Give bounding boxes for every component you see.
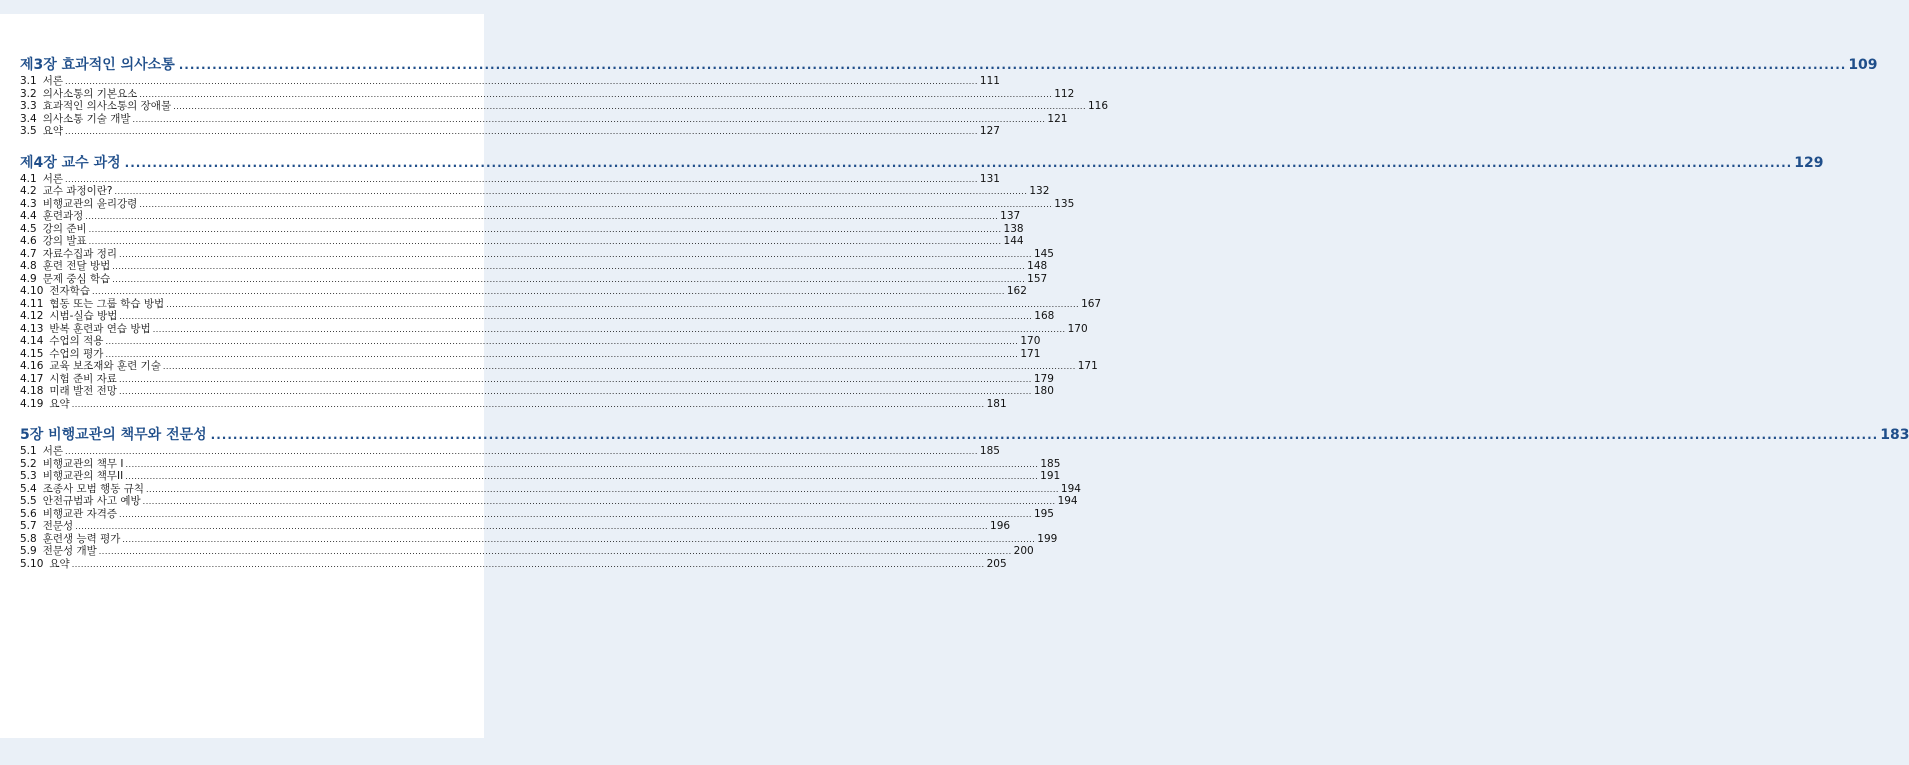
toc-entry[interactable] xyxy=(20,210,1021,223)
section-number: 5.5 xyxy=(20,495,37,507)
section-page-number: 138 xyxy=(1003,222,1024,235)
toc-entry[interactable] xyxy=(20,335,1041,348)
dot-leader: ............................................................................................................................................................................................................................................................................................................ xyxy=(146,484,1059,494)
dot-leader: ............................................................................................................................................................................................................................................................................................................ xyxy=(122,534,1036,544)
section-title: 효과적인 의사소통의 장애물 xyxy=(42,100,172,112)
dot-leader: ............................................................................................................................................................................................................................................................................................................ xyxy=(152,324,1066,334)
chapter-heading[interactable] xyxy=(20,426,1909,444)
section-page-number: 135 xyxy=(1054,197,1075,210)
section-page-number: 179 xyxy=(1033,372,1054,385)
section-number: 4.5 xyxy=(20,222,37,235)
dot-leader: ............................................................................................................................................................................................................................................................................................................ xyxy=(71,559,985,569)
section-page-number: 168 xyxy=(1034,310,1055,322)
chapter-section xyxy=(20,56,1878,138)
section-page-number: 162 xyxy=(1006,285,1027,297)
dot-leader: ............................................................................................................................................................................................................................................................................................................ xyxy=(88,224,1002,234)
section-page-number: 112 xyxy=(1054,87,1075,100)
section-title: 안전규범과 사고 예방 xyxy=(42,495,141,507)
toc-entry[interactable] xyxy=(20,197,1075,211)
section-title: 훈련과정 xyxy=(42,210,84,222)
chapter-page-number: 183 xyxy=(1880,427,1909,443)
section-number: 4.7 xyxy=(20,247,37,260)
section-title: 시험 준비 자료 xyxy=(49,372,117,385)
dot-leader: ............................................................................................................................................................................................................................................................................................................ xyxy=(65,447,978,456)
section-title: 수업의 적용 xyxy=(49,335,104,347)
section-title: 훈련생 능력 평가 xyxy=(42,532,121,545)
toc-entry[interactable] xyxy=(20,360,1098,373)
section-title: 서론 xyxy=(42,172,63,185)
dot-leader: ............................................................................................................................................................................................................................................................................................................ xyxy=(112,274,1026,284)
section-page-number: 137 xyxy=(1000,210,1021,222)
dot-leader: ............................................................................................................................................................................................................................................................................................................ xyxy=(112,262,1026,271)
dot-leader: ............................................................................................................................................................................................................................................................................................................ xyxy=(114,187,1028,196)
toc-entry[interactable] xyxy=(20,272,1048,286)
section-page-number: 180 xyxy=(1033,385,1054,397)
dot-leader: ............................................................................................................................................................................................................................................................................................................ xyxy=(91,287,1005,296)
section-number: 4.10 xyxy=(20,285,44,297)
section-number: 5.2 xyxy=(20,457,37,470)
chapter-title: 제4장 교수 과정 xyxy=(20,154,121,171)
dot-leader: ............................................................................................................................................................................................................................................................................................................ xyxy=(118,387,1032,396)
toc-entry[interactable] xyxy=(20,482,1081,496)
toc-entry[interactable] xyxy=(20,185,1050,198)
section-page-number: 200 xyxy=(1013,545,1034,557)
dot-leader: ............................................................................................................................................................................................................................................................................................................ xyxy=(119,249,1032,259)
toc-entry[interactable] xyxy=(20,347,1041,361)
section-number: 4.3 xyxy=(20,197,37,210)
section-page-number: 195 xyxy=(1033,507,1054,520)
dot-leader: ............................................................................................................................................................................................................................................................................................................ xyxy=(119,312,1033,321)
section-title: 시범-실습 방법 xyxy=(49,310,118,322)
dot-leader: ............................................................................................................................................................................................................................................................................................................ xyxy=(85,212,999,221)
toc-entry[interactable] xyxy=(20,172,1000,186)
dot-leader: ............................................................................................................................................................................................................................................................................................................ xyxy=(162,362,1076,371)
toc-entry[interactable] xyxy=(20,285,1027,298)
section-title: 훈련 전달 방법 xyxy=(42,260,111,272)
section-title: 요약 xyxy=(49,397,70,410)
dot-leader: ............................................................................................................................................................................................................................................................................................................ xyxy=(65,77,978,86)
section-number: 4.9 xyxy=(20,272,37,285)
chapter-section xyxy=(20,154,1824,411)
chapter-heading[interactable] xyxy=(20,154,1824,172)
toc-entry[interactable] xyxy=(20,247,1054,261)
section-title: 비행교관의 책무 I xyxy=(42,457,124,470)
section-title: 강의 발표 xyxy=(42,235,87,247)
section-number: 5.3 xyxy=(20,470,37,482)
dot-leader: ............................................................................................................................................................................................................................................................................................................ xyxy=(65,127,978,136)
section-title: 서론 xyxy=(42,75,63,87)
section-number: 4.16 xyxy=(20,360,44,372)
section-title: 서론 xyxy=(42,445,63,457)
dot-leader: ............................................................................................................................................................................................................................................................................................................ xyxy=(142,497,1056,506)
toc-entry[interactable] xyxy=(20,495,1078,508)
section-page-number: 185 xyxy=(1040,457,1061,470)
dot-leader: ............................................................................................................................................................................................................................................................................................................ xyxy=(71,399,985,409)
section-number: 4.12 xyxy=(20,310,44,322)
dot-leader: ............................................................................................................................................................................................................................................................................................................ xyxy=(119,509,1032,519)
section-page-number: 205 xyxy=(986,557,1007,570)
dot-leader: ............................................................................................................................................................................................................................................................................................................ xyxy=(139,199,1053,209)
toc-entry[interactable] xyxy=(20,322,1088,336)
section-title: 의사소통의 기본요소 xyxy=(42,87,138,100)
section-number: 4.15 xyxy=(20,347,44,360)
chapter-heading[interactable] xyxy=(20,56,1878,74)
dot-leader: ............................................................................................................................................................................................................................................................................................................ xyxy=(125,472,1039,481)
section-number: 4.13 xyxy=(20,322,44,335)
dot-leader: ............................................................................................................................................................................................................................................................................................................ xyxy=(124,155,1793,170)
section-title: 비행교관의 윤리강령 xyxy=(42,197,138,210)
toc-entry[interactable] xyxy=(20,445,1000,458)
section-title: 전문성 개발 xyxy=(42,545,97,557)
section-page-number: 194 xyxy=(1060,482,1081,495)
toc-entry[interactable] xyxy=(20,75,1000,88)
table-of-contents xyxy=(20,56,1909,586)
toc-entry[interactable] xyxy=(20,520,1011,533)
toc-entry[interactable] xyxy=(20,125,1000,138)
section-number: 3.3 xyxy=(20,100,37,112)
section-number: 4.8 xyxy=(20,260,37,272)
section-title: 비행교관 자격증 xyxy=(42,507,118,520)
section-number: 4.14 xyxy=(20,335,44,347)
dot-leader: ............................................................................................................................................................................................................................................................................................................ xyxy=(98,547,1012,556)
dot-leader: ............................................................................................................................................................................................................................................................................................................ xyxy=(166,299,1080,309)
section-page-number: 194 xyxy=(1057,495,1078,507)
section-page-number: 131 xyxy=(979,172,1000,185)
toc-entry[interactable] xyxy=(20,235,1024,248)
section-title: 반복 훈련과 연습 방법 xyxy=(49,322,151,335)
dot-leader: ............................................................................................................................................................................................................................................................................................................ xyxy=(210,428,1879,442)
section-title: 교수 과정이란? xyxy=(42,185,113,197)
dot-leader: ............................................................................................................................................................................................................................................................................................................ xyxy=(105,349,1019,359)
dot-leader: ............................................................................................................................................................................................................................................................................................................ xyxy=(105,337,1019,346)
section-page-number: 116 xyxy=(1088,100,1109,112)
dot-leader: ............................................................................................................................................................................................................................................................................................................ xyxy=(75,522,989,531)
section-title: 미래 발전 전망 xyxy=(49,385,117,397)
toc-entry[interactable] xyxy=(20,507,1054,521)
toc-entry[interactable] xyxy=(20,87,1075,101)
section-number: 3.2 xyxy=(20,87,37,100)
chapter-section xyxy=(20,426,1909,570)
section-page-number: 170 xyxy=(1067,322,1088,335)
section-title: 자료수집과 정리 xyxy=(42,247,118,260)
section-title: 협동 또는 그룹 학습 방법 xyxy=(49,297,165,310)
section-page-number: 127 xyxy=(979,125,1000,137)
section-number: 4.11 xyxy=(20,297,44,310)
dot-leader: ............................................................................................................................................................................................................................................................................................................ xyxy=(132,114,1046,124)
section-page-number: 111 xyxy=(979,75,1000,87)
toc-entry[interactable] xyxy=(20,372,1054,386)
dot-leader: ............................................................................................................................................................................................................................................................................................................ xyxy=(139,89,1053,99)
section-title: 강의 준비 xyxy=(42,222,87,235)
section-number: 5.8 xyxy=(20,532,37,545)
section-page-number: 167 xyxy=(1081,297,1102,310)
section-page-number: 171 xyxy=(1020,347,1041,360)
section-page-number: 132 xyxy=(1029,185,1050,197)
chapter-title: 5장 비행교관의 책무와 전문성 xyxy=(20,427,207,443)
document-page xyxy=(0,14,1909,738)
section-title: 문제 중심 학습 xyxy=(42,272,111,285)
section-number: 4.2 xyxy=(20,185,37,197)
dot-leader: ............................................................................................................................................................................................................................................................................................................ xyxy=(178,58,1847,72)
dot-leader: ............................................................................................................................................................................................................................................................................................................ xyxy=(88,237,1002,246)
section-number: 5.4 xyxy=(20,482,37,495)
toc-entry[interactable] xyxy=(20,260,1048,273)
section-number: 4.18 xyxy=(20,385,44,397)
toc-entry[interactable] xyxy=(20,222,1024,236)
section-number: 4.19 xyxy=(20,397,44,410)
section-title: 전문성 xyxy=(42,520,74,532)
section-number: 5.9 xyxy=(20,545,37,557)
toc-entry[interactable] xyxy=(20,457,1061,471)
section-title: 요약 xyxy=(49,557,70,570)
section-number: 4.1 xyxy=(20,172,37,185)
toc-entry[interactable] xyxy=(20,397,1007,411)
section-page-number: 199 xyxy=(1037,532,1058,545)
dot-leader: ............................................................................................................................................................................................................................................................................................................ xyxy=(65,174,978,184)
section-page-number: 181 xyxy=(986,397,1007,410)
section-title: 수업의 평가 xyxy=(49,347,104,360)
section-number: 5.6 xyxy=(20,507,37,520)
dot-leader: ............................................................................................................................................................................................................................................................................................................ xyxy=(125,459,1039,469)
section-number: 5.1 xyxy=(20,445,37,457)
section-number: 4.4 xyxy=(20,210,37,222)
section-number: 5.10 xyxy=(20,557,44,570)
toc-entry[interactable] xyxy=(20,297,1102,311)
toc-entry[interactable] xyxy=(20,545,1034,558)
section-page-number: 157 xyxy=(1027,272,1048,285)
toc-entry[interactable] xyxy=(20,310,1055,323)
toc-entry[interactable] xyxy=(20,100,1109,113)
dot-leader: ............................................................................................................................................................................................................................................................................................................ xyxy=(118,374,1032,384)
section-page-number: 121 xyxy=(1047,112,1068,125)
section-title: 조종사 모범 행동 규칙 xyxy=(42,482,145,495)
toc-entry[interactable] xyxy=(20,557,1007,571)
section-number: 3.4 xyxy=(20,112,37,125)
section-page-number: 148 xyxy=(1027,260,1048,272)
section-number: 3.5 xyxy=(20,125,37,137)
section-page-number: 196 xyxy=(990,520,1011,532)
dot-leader: ............................................................................................................................................................................................................................................................................................................ xyxy=(173,102,1086,111)
section-number: 4.17 xyxy=(20,372,44,385)
section-page-number: 185 xyxy=(979,445,1000,457)
section-title: 비행교관의 책무II xyxy=(42,470,124,482)
section-page-number: 145 xyxy=(1033,247,1054,260)
section-page-number: 170 xyxy=(1020,335,1041,347)
toc-entry[interactable] xyxy=(20,470,1061,483)
section-number: 4.6 xyxy=(20,235,37,247)
section-page-number: 144 xyxy=(1003,235,1024,247)
section-title: 요약 xyxy=(42,125,63,137)
section-page-number: 191 xyxy=(1040,470,1061,482)
section-number: 5.7 xyxy=(20,520,37,532)
section-number: 3.1 xyxy=(20,75,37,87)
toc-entry[interactable] xyxy=(20,385,1054,398)
section-title: 교육 보조재와 훈련 기술 xyxy=(49,360,161,372)
chapter-page-number: 129 xyxy=(1794,154,1824,171)
section-page-number: 171 xyxy=(1077,360,1098,372)
toc-entry[interactable] xyxy=(20,112,1068,126)
section-title: 전자학습 xyxy=(49,285,90,297)
chapter-title: 제3장 효과적인 의사소통 xyxy=(20,57,175,73)
section-title: 의사소통 기술 개발 xyxy=(42,112,131,125)
chapter-page-number: 109 xyxy=(1848,57,1878,73)
toc-entry[interactable] xyxy=(20,532,1058,546)
